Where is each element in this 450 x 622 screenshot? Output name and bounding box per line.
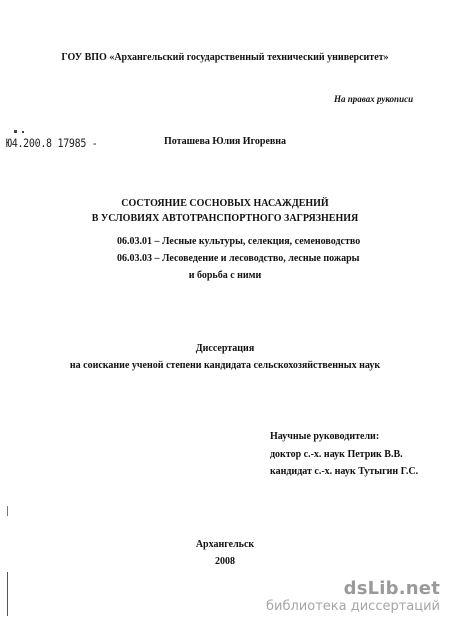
scan-mark-left-bottom <box>7 572 8 616</box>
watermark-subtitle: библиотека диссертаций <box>266 599 440 614</box>
dslib-watermark <box>266 579 440 614</box>
author-name: Поташева Юлия Игоревна <box>163 136 287 147</box>
advisor-1: доктор с.-х. наук Петрик В.В. <box>270 449 403 460</box>
specialty-1: 06.03.01 – Лесные культуры, селекция, семеноводство <box>117 236 361 247</box>
year: 2008 <box>215 556 235 567</box>
scan-speck <box>14 130 17 133</box>
city: Архангельск <box>195 539 255 550</box>
advisor-2: кандидат с.-х. наук Тутыгин Г.С. <box>270 466 419 477</box>
scan-mark-left <box>7 506 8 516</box>
manuscript-note: На правах рукописи <box>334 94 414 104</box>
thesis-title-line-1: СОСТОЯНИЕ СОСНОВЫХ НАСАЖДЕНИЙ <box>121 198 329 209</box>
thesis-title-line-2: В УСЛОВИЯХ АВТОТРАНСПОРТНОГО ЗАГРЯЗНЕНИЯ <box>91 213 359 224</box>
catalog-stamp: Ю4.200.8 17985 - <box>6 138 98 151</box>
institution-name: ГОУ ВПО «Архангельский государственный технический университет» <box>61 52 389 63</box>
work-type: Диссертация <box>195 343 255 354</box>
specialty-2: 06.03.03 – Лесоведение и лесоводство, лесные пожары <box>117 253 360 264</box>
degree-statement: на соискание ученой степени кандидата сельскохозяйственных наук <box>69 360 381 371</box>
specialty-2-continuation: и борьба с ними <box>188 270 262 281</box>
scan-speck <box>22 131 24 133</box>
watermark-logo: dsLib.net <box>343 578 440 599</box>
advisors-heading: Научные руководители: <box>270 431 380 442</box>
